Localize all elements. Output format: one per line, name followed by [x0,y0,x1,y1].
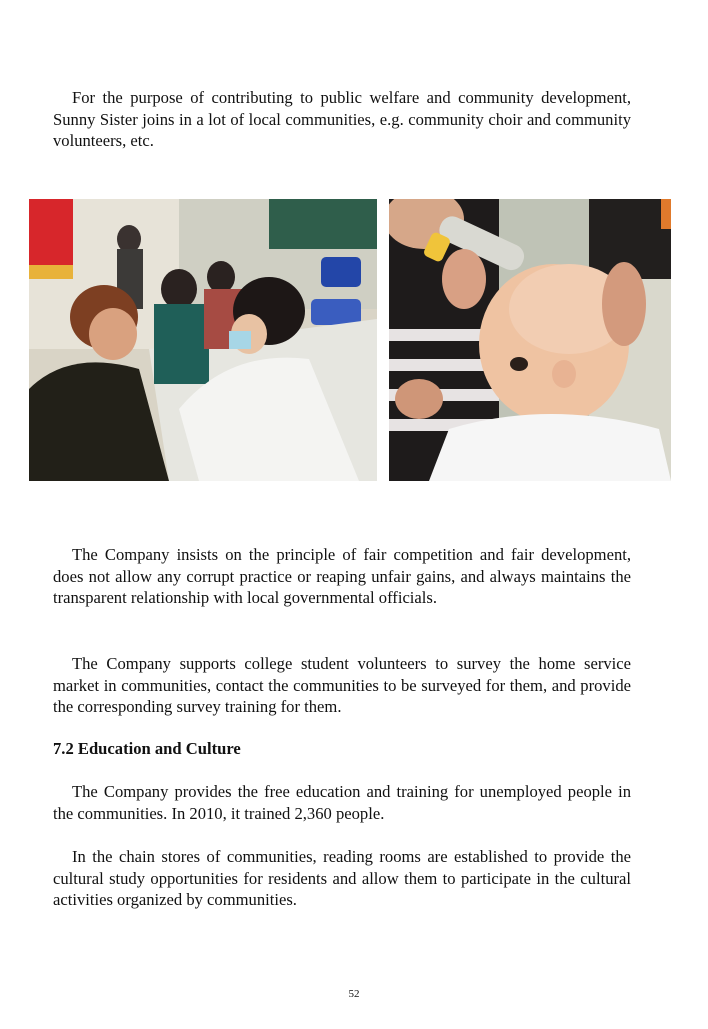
page-number: 52 [348,988,360,1000]
paragraph-student-volunteers: The Company supports college student volunteers to survey the home service market in communities, contact the communities to be surveyed for them, and provide the corresponding survey training for them. [53,654,631,716]
section-heading: 7.2 Education and Culture [53,739,241,758]
health-checkup-photo [29,199,377,481]
paragraph-reading-rooms: In the chain stores of communities, reading rooms are established to provide the cultural study opportunities for residents and allow them to participate in the cultural activities organized by communities. [53,847,631,909]
paragraph-fair-competition: The Company insists on the principle of fair competition and fair development, does not allow any corrupt practice or reaping unfair gains, and always maintains the transparent relationship with local governmental officials. [53,545,631,607]
paragraph-community-welfare: For the purpose of contributing to public welfare and community development, Sunny Sister joins in a lot of local communities, e.g. community choir and community volunteers, etc. [53,88,631,150]
baby-haircut-photo [389,199,671,481]
paragraph-free-education: The Company provides the free education and training for unemployed people in the communities. In 2010, it trained 2,360 people. [53,782,631,823]
